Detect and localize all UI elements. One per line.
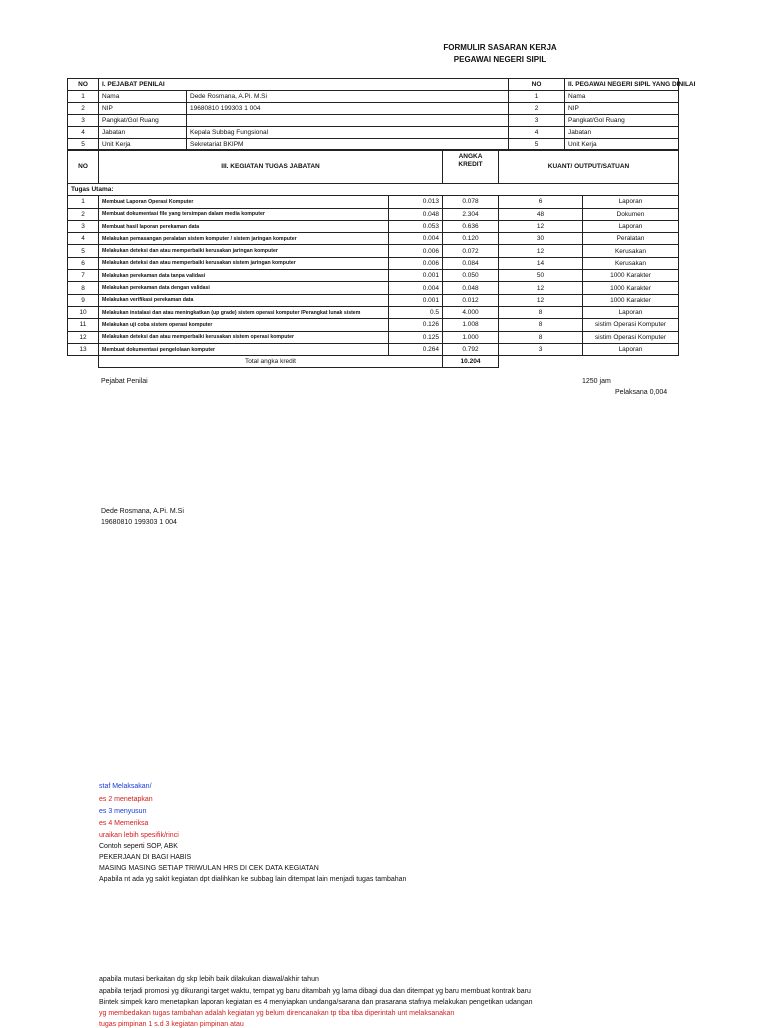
row-quantity: 12 (499, 282, 583, 294)
row-no: 4 (68, 127, 99, 139)
identity-row (68, 127, 679, 139)
row-label-2: Pangkat/Gol Ruang (565, 115, 679, 127)
row-output-unit: 1000 Karakter (583, 282, 679, 294)
row-angka-kredit: 0.050 (443, 270, 499, 282)
pelaksana-label: Pelaksana 0,004 (615, 389, 668, 396)
col-no: NO (68, 79, 99, 91)
row-unit-credit: 0.004 (389, 282, 443, 294)
row-label-2: Nama (565, 91, 679, 103)
row-activity: Melakukan deteksi dan atau memperbaiki kerusakan sistem operasi komputer (99, 331, 389, 343)
col-no-2: NO (509, 79, 565, 91)
total-spacer (499, 356, 583, 368)
identity-row (68, 103, 679, 115)
row-no: 13 (68, 343, 99, 355)
pegawai-dinilai-header: II. PEGAWAI NEGERI SIPIL YANG DINILAI (565, 79, 679, 91)
signatory-name: Dede Rosmana, A.Pi. M.Si (101, 508, 184, 515)
total-value: 10.204 (443, 356, 499, 368)
row-label: Nama (99, 91, 187, 103)
row-quantity: 8 (499, 331, 583, 343)
row-activity: Membuat Laporan Operasi Komputer (99, 196, 389, 208)
kegiatan-row (68, 233, 679, 245)
row-quantity: 12 (499, 245, 583, 257)
note-line: Contoh seperti SOP, ABK (99, 843, 178, 850)
col-kegiatan: III. KEGIATAN TUGAS JABATAN (99, 150, 443, 184)
row-label-2: Jabatan (565, 127, 679, 139)
row-activity: Melakukan verifikasi perekaman data (99, 294, 389, 306)
kegiatan-row (68, 220, 679, 232)
note-line: es 4 Memeriksa (99, 820, 149, 827)
row-activity: Membuat dokumentasi file yang tersimpan dalam media komputer (99, 208, 389, 220)
kegiatan-row (68, 306, 679, 318)
kegiatan-row (68, 270, 679, 282)
row-output-unit: Laporan (583, 343, 679, 355)
row-angka-kredit: 4.000 (443, 306, 499, 318)
total-spacer (583, 356, 679, 368)
row-no: 12 (68, 331, 99, 343)
row-no: 1 (68, 196, 99, 208)
row-activity: Melakukan instalasi dan atau meningkatkan (up grade) sistem operasi komputer /Perangkat lunak sistem (99, 306, 389, 318)
row-output-unit: Kerusakan (583, 245, 679, 257)
row-no-2: 1 (509, 91, 565, 103)
row-activity: Melakukan deteksi dan atau memperbaiki kerusakan sistem jaringan komputer (99, 257, 389, 269)
row-unit-credit: 0.006 (389, 257, 443, 269)
kegiatan-row (68, 257, 679, 269)
kegiatan-row (68, 208, 679, 220)
row-output-unit: Laporan (583, 220, 679, 232)
row-angka-kredit: 0.012 (443, 294, 499, 306)
total-spacer (68, 356, 99, 368)
pejabat-penilai-header: I. PEJABAT PENILAI (99, 79, 509, 91)
note-line: apabila mutasi berkaitan dg skp lebih baik dilakukan diawal/akhir tahun (99, 976, 319, 983)
row-no: 4 (68, 233, 99, 245)
kegiatan-row (68, 343, 679, 355)
row-label: Pangkat/Gol Ruang (99, 115, 187, 127)
row-angka-kredit: 1.000 (443, 331, 499, 343)
row-output-unit: Dokumen (583, 208, 679, 220)
row-unit-credit: 0.013 (389, 196, 443, 208)
total-row (68, 356, 679, 368)
row-no-2: 4 (509, 127, 565, 139)
row-no: 11 (68, 319, 99, 331)
pejabat-penilai-label: Pejabat Penilai (101, 378, 148, 385)
row-unit-credit: 0.048 (389, 208, 443, 220)
row-quantity: 8 (499, 319, 583, 331)
row-quantity: 6 (499, 196, 583, 208)
note-line: apabila terjadi promosi yg dikurangi target waktu, tempat yg baru ditambah yg lama dibagi dua dan ditempat yg baru membuat kontrak baru (99, 988, 531, 995)
row-no-2: 2 (509, 103, 565, 115)
row-unit-credit: 0.264 (389, 343, 443, 355)
section-label: Tugas Utama: (68, 184, 679, 196)
row-activity: Melakukan perekaman data dengan validasi (99, 282, 389, 294)
kegiatan-row (68, 331, 679, 343)
row-angka-kredit: 1.008 (443, 319, 499, 331)
col-angka-kredit: ANGKA KREDIT (443, 150, 499, 184)
row-no: 8 (68, 282, 99, 294)
row-quantity: 8 (499, 306, 583, 318)
row-angka-kredit: 0.084 (443, 257, 499, 269)
row-unit-credit: 0.001 (389, 270, 443, 282)
note-line: Apabila nt ada yg sakit kegiatan dpt dialihkan ke subbag lain ditempat lain menjadi tugas tambahan (99, 876, 407, 883)
row-quantity: 14 (499, 257, 583, 269)
form-title: FORMULIR SASARAN KERJA (443, 43, 557, 52)
kegiatan-row (68, 319, 679, 331)
row-quantity: 3 (499, 343, 583, 355)
row-no: 2 (68, 103, 99, 115)
row-unit-credit: 0.001 (389, 294, 443, 306)
row-unit-credit: 0.126 (389, 319, 443, 331)
note-line: es 2 menetapkan (99, 796, 153, 803)
row-angka-kredit: 2.304 (443, 208, 499, 220)
row-unit-credit: 0.006 (389, 245, 443, 257)
kegiatan-rows (68, 196, 679, 356)
row-output-unit: 1000 Karakter (583, 294, 679, 306)
row-no: 3 (68, 115, 99, 127)
row-label: Jabatan (99, 127, 187, 139)
form-subtitle: PEGAWAI NEGERI SIPIL (453, 55, 547, 64)
identity-row (68, 115, 679, 127)
row-activity: Melakukan perekaman data tanpa validasi (99, 270, 389, 282)
identity-table (67, 78, 696, 151)
note-line: yg membedakan tugas tambahan adalah kegiatan yg belum direncanakan tp tiba tiba diperintah unt melaksanakan (99, 1010, 455, 1017)
row-output-unit: Laporan (583, 306, 679, 318)
row-activity: Melakukan uji coba sistem operasi komputer (99, 319, 389, 331)
row-quantity: 50 (499, 270, 583, 282)
identity-row (68, 91, 679, 103)
row-no-2: 3 (509, 115, 565, 127)
row-value (187, 115, 509, 127)
jam-label: 1250 jam (582, 378, 611, 385)
row-no: 7 (68, 270, 99, 282)
row-angka-kredit: 0.072 (443, 245, 499, 257)
row-output-unit: sistim Operasi Komputer (583, 319, 679, 331)
row-activity: Membuat dokumentasi pengelolaan komputer (99, 343, 389, 355)
row-value: Sekretariat BKIPM (187, 139, 509, 151)
row-output-unit: Peralatan (583, 233, 679, 245)
row-quantity: 12 (499, 220, 583, 232)
row-angka-kredit: 0.792 (443, 343, 499, 355)
row-angka-kredit: 0.636 (443, 220, 499, 232)
row-value: Kepala Subbag Fungsional (187, 127, 509, 139)
row-no: 10 (68, 306, 99, 318)
row-no: 5 (68, 245, 99, 257)
kegiatan-row (68, 282, 679, 294)
col-no: NO (68, 150, 99, 184)
row-label-2: Unit Kerja (565, 139, 679, 151)
row-activity: Melakukan pemasangan peralatan sistem komputer / sistem jaringan komputer (99, 233, 389, 245)
row-label-2: NIP (565, 103, 679, 115)
row-angka-kredit: 0.048 (443, 282, 499, 294)
row-no: 2 (68, 208, 99, 220)
row-output-unit: sistim Operasi Komputer (583, 331, 679, 343)
row-quantity: 48 (499, 208, 583, 220)
row-no-2: 5 (509, 139, 565, 151)
row-no: 3 (68, 220, 99, 232)
signatory-nip: 19680810 199303 1 004 (101, 519, 177, 526)
kegiatan-row (68, 196, 679, 208)
identity-header-row (68, 79, 679, 91)
row-quantity: 30 (499, 233, 583, 245)
row-unit-credit: 0.125 (389, 331, 443, 343)
kegiatan-header-row (68, 150, 679, 184)
col-output: KUANT/ OUTPUT/SATUAN (499, 150, 679, 184)
kegiatan-table (67, 149, 679, 368)
section-row (68, 184, 679, 196)
row-label: Unit Kerja (99, 139, 187, 151)
row-unit-credit: 0.053 (389, 220, 443, 232)
kegiatan-row (68, 294, 679, 306)
row-output-unit: 1000 Karakter (583, 270, 679, 282)
row-no: 9 (68, 294, 99, 306)
row-value: 19680810 199303 1 004 (187, 103, 509, 115)
row-angka-kredit: 0.120 (443, 233, 499, 245)
note-line: tugas pimpinan 1 s.d 3 kegiatan pimpinan atau (99, 1021, 244, 1028)
note-line: staf Melaksakan/ (99, 783, 152, 790)
note-line: Bintek simpek karo menetapkan laporan kegiatan es 4 menyiapkan undanga/sarana dan prasarana stafnya melakukan pengetikan udangan (99, 999, 533, 1006)
note-line: es 3 menyusun (99, 808, 147, 815)
note-line: uraikan lebih spesifik/rinci (99, 832, 179, 839)
row-output-unit: Laporan (583, 196, 679, 208)
kegiatan-row (68, 245, 679, 257)
row-no: 5 (68, 139, 99, 151)
row-no: 1 (68, 91, 99, 103)
row-output-unit: Kerusakan (583, 257, 679, 269)
row-unit-credit: 0.004 (389, 233, 443, 245)
note-line: PEKERJAAN DI BAGI HABIS (99, 854, 192, 861)
row-unit-credit: 0.5 (389, 306, 443, 318)
row-quantity: 12 (499, 294, 583, 306)
row-activity: Membuat hasil laporan perekaman data (99, 220, 389, 232)
row-angka-kredit: 0.078 (443, 196, 499, 208)
row-no: 6 (68, 257, 99, 269)
row-value: Dede Rosmana, A.Pi. M.Si (187, 91, 509, 103)
row-activity: Melakukan deteksi dan atau memperbaiki kerusakan jaringan komputer (99, 245, 389, 257)
note-line: MASING MASING SETIAP TRIWULAN HRS DI CEK DATA KEGIATAN (99, 865, 319, 872)
total-label: Total angka kredit (99, 356, 443, 368)
row-label: NIP (99, 103, 187, 115)
